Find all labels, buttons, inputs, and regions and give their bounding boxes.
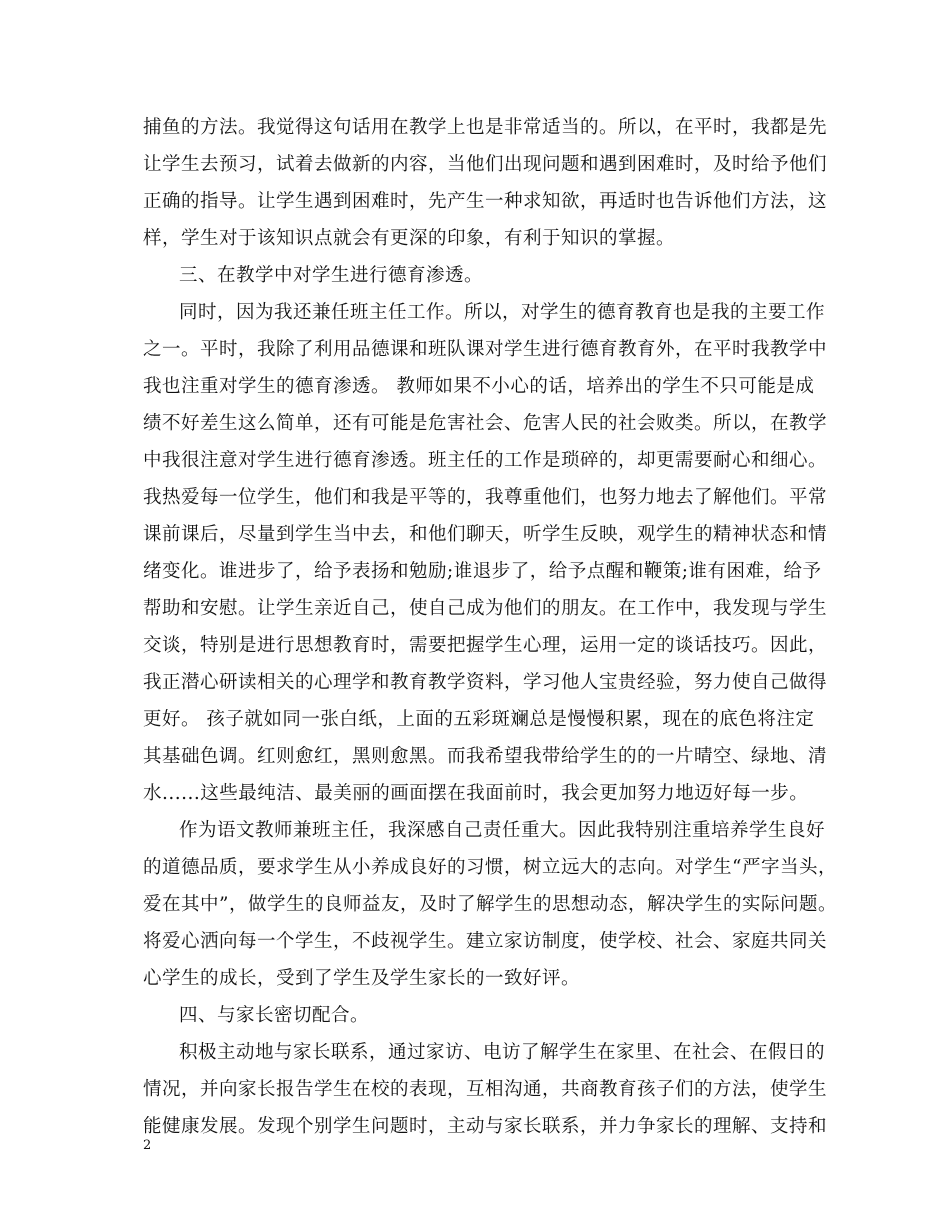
text-line: 样，学生对于该知识点就会有更深的印象，有利于知识的掌握。 — [143, 228, 676, 249]
text-line: 积极主动地与家长联系，通过家访、电访了解学生在家里、在社会、在假日的 — [179, 1042, 826, 1063]
text-line: 作为语文教师兼班主任，我深感自己责任重大。因此我特别注重培养学生良好 — [179, 820, 826, 841]
text-line: 能健康发展。发现个别学生问题时，主动与家长联系，并力争家长的理解、支持和 — [143, 1116, 828, 1137]
text-line: 其基础色调。红则愈红，黑则愈黑。而我希望我带给学生的的一片晴空、绿地、清 — [143, 746, 828, 767]
text-line: 爱在其中”，做学生的良师益友，及时了解学生的思想动态，解决学生的实际问题。 — [143, 894, 837, 915]
text-line: 我热爱每一位学生，他们和我是平等的，我尊重他们，也努力地去了解他们。平常 — [143, 487, 828, 508]
text-line: 绪变化。谁进步了，给予表扬和勉励;谁退步了，给予点醒和鞭策;谁有困难，给予 — [143, 561, 822, 582]
text-line: 帮助和安慰。让学生亲近自己，使自己成为他们的朋友。在工作中，我发现与学生 — [143, 598, 828, 619]
text-line: 让学生去预习，试着去做新的内容，当他们出现问题和遇到困难时，及时给予他们 — [143, 154, 828, 175]
text-line: 之一。平时，我除了利用品德课和班队课对学生进行德育教育外，在平时我教学中 — [143, 339, 828, 360]
section-heading: 四、与家长密切配合。 — [179, 1005, 370, 1026]
text-line: 情况，并向家长报告学生在校的表现，互相沟通，共商教育孩子们的方法，使学生 — [143, 1079, 828, 1100]
text-line: 正确的指导。让学生遇到困难时，先产生一种求知欲，再适时也告诉他们方法，这 — [143, 191, 828, 212]
text-line: 水......这些最纯洁、最美丽的画面摆在我面前时，我会更加努力地迈好每一步。 — [143, 783, 809, 804]
page-number: 2 — [143, 1138, 152, 1153]
text-line: 课前课后，尽量到学生当中去，和他们聊天，听学生反映，观学生的精神状态和情 — [143, 524, 828, 545]
text-line: 我正潜心研读相关的心理学和教育教学资料，学习他人宝贵经验，努力使自己做得 — [143, 672, 828, 693]
text-line: 交谈，特别是进行思想教育时，需要把握学生心理，运用一定的谈话技巧。因此， — [143, 635, 828, 656]
text-line: 将爱心洒向每一个学生，不歧视学生。建立家访制度，使学校、社会、家庭共同关 — [143, 931, 828, 952]
text-line: 捕鱼的方法。我觉得这句话用在教学上也是非常适当的。所以，在平时，我都是先 — [143, 117, 828, 138]
text-line: 心学生的成长，受到了学生及学生家长的一致好评。 — [143, 968, 581, 989]
text-line: 绩不好差生这么简单，还有可能是危害社会、危害人民的社会败类。所以，在教学 — [143, 413, 828, 434]
text-line: 中我很注意对学生进行德育渗透。班主任的工作是琐碎的，却更需要耐心和细心。 — [143, 450, 828, 471]
text-line: 我也注重对学生的德育渗透。 教师如果不小心的话，培养出的学生不只可能是成 — [143, 376, 815, 397]
text-line: 的道德品质，要求学生从小养成良好的习惯，树立远大的志向。对学生“严字当头， — [143, 857, 837, 878]
text-line: 更好。 孩子就如同一张白纸，上面的五彩斑斓总是慢慢积累，现在的底色将注定 — [143, 709, 815, 730]
section-heading: 三、在教学中对学生进行德育渗透。 — [179, 265, 484, 286]
text-line: 同时，因为我还兼任班主任工作。所以，对学生的德育教育也是我的主要工作 — [179, 302, 826, 323]
